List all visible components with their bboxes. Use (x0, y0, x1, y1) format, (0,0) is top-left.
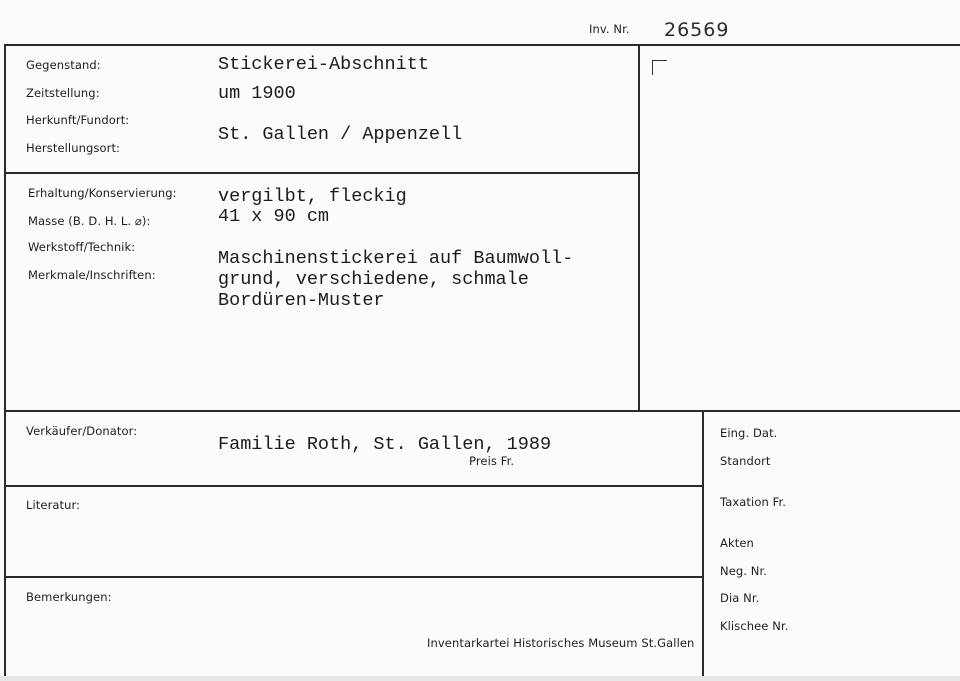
werkstoff-label: Werkstoff/Technik: (28, 240, 136, 254)
top-rule (4, 44, 960, 46)
herkunft-label: Herkunft/Fundort: (26, 113, 130, 127)
klischee-nr-label: Klischee Nr. (720, 619, 789, 633)
eing-dat-label: Eing. Dat. (720, 426, 778, 440)
verkaeufer-bottom-rule (4, 485, 703, 487)
taxation-label: Taxation Fr. (720, 495, 787, 509)
herstellungsort-label: Herstellungsort: (26, 141, 121, 155)
zeitstellung-value: um 1900 (218, 83, 296, 104)
herkunft-value: St. Gallen / Appenzell (218, 124, 463, 145)
werkstoff-line-1: Maschinenstickerei auf Baumwoll- (218, 248, 574, 269)
werkstoff-line-2: grund, verschiedene, schmale (218, 269, 529, 290)
standort-label: Standort (720, 454, 771, 468)
erhaltung-label: Erhaltung/Konservierung: (28, 186, 177, 200)
gegenstand-value: Stickerei-Abschnitt (218, 54, 429, 75)
verkaeufer-label: Verkäufer/Donator: (26, 424, 138, 438)
inv-number: 26569 (664, 19, 730, 41)
card-footer: Inventarkartei Historisches Museum St.Gallen (427, 636, 695, 650)
literatur-label: Literatur: (26, 498, 81, 512)
neg-nr-label: Neg. Nr. (720, 564, 768, 578)
akten-label: Akten (720, 536, 754, 550)
dia-nr-label: Dia Nr. (720, 591, 760, 605)
section2-bottom-rule (4, 410, 960, 412)
preis-label: Preis Fr. (469, 454, 515, 468)
zeitstellung-label: Zeitstellung: (26, 86, 100, 100)
section1-bottom-rule (4, 172, 640, 174)
gegenstand-label: Gegenstand: (26, 58, 101, 72)
masse-value: 41 x 90 cm (218, 206, 330, 227)
verkaeufer-value: Familie Roth, St. Gallen, 1989 (218, 434, 552, 455)
right-column-divider (702, 410, 704, 676)
left-border (4, 44, 6, 676)
masse-label: Masse (B. D. H. L. ⌀): (28, 214, 151, 228)
inv-nr-label: Inv. Nr. (589, 22, 630, 36)
photo-box-divider (638, 44, 640, 412)
merkmale-label: Merkmale/Inschriften: (28, 268, 156, 282)
erhaltung-value: vergilbt, fleckig (218, 186, 407, 207)
literatur-bottom-rule (4, 576, 703, 578)
werkstoff-line-3: Bordüren-Muster (218, 290, 385, 311)
photo-corner-mark (652, 60, 667, 75)
bemerkungen-label: Bemerkungen: (26, 590, 112, 604)
